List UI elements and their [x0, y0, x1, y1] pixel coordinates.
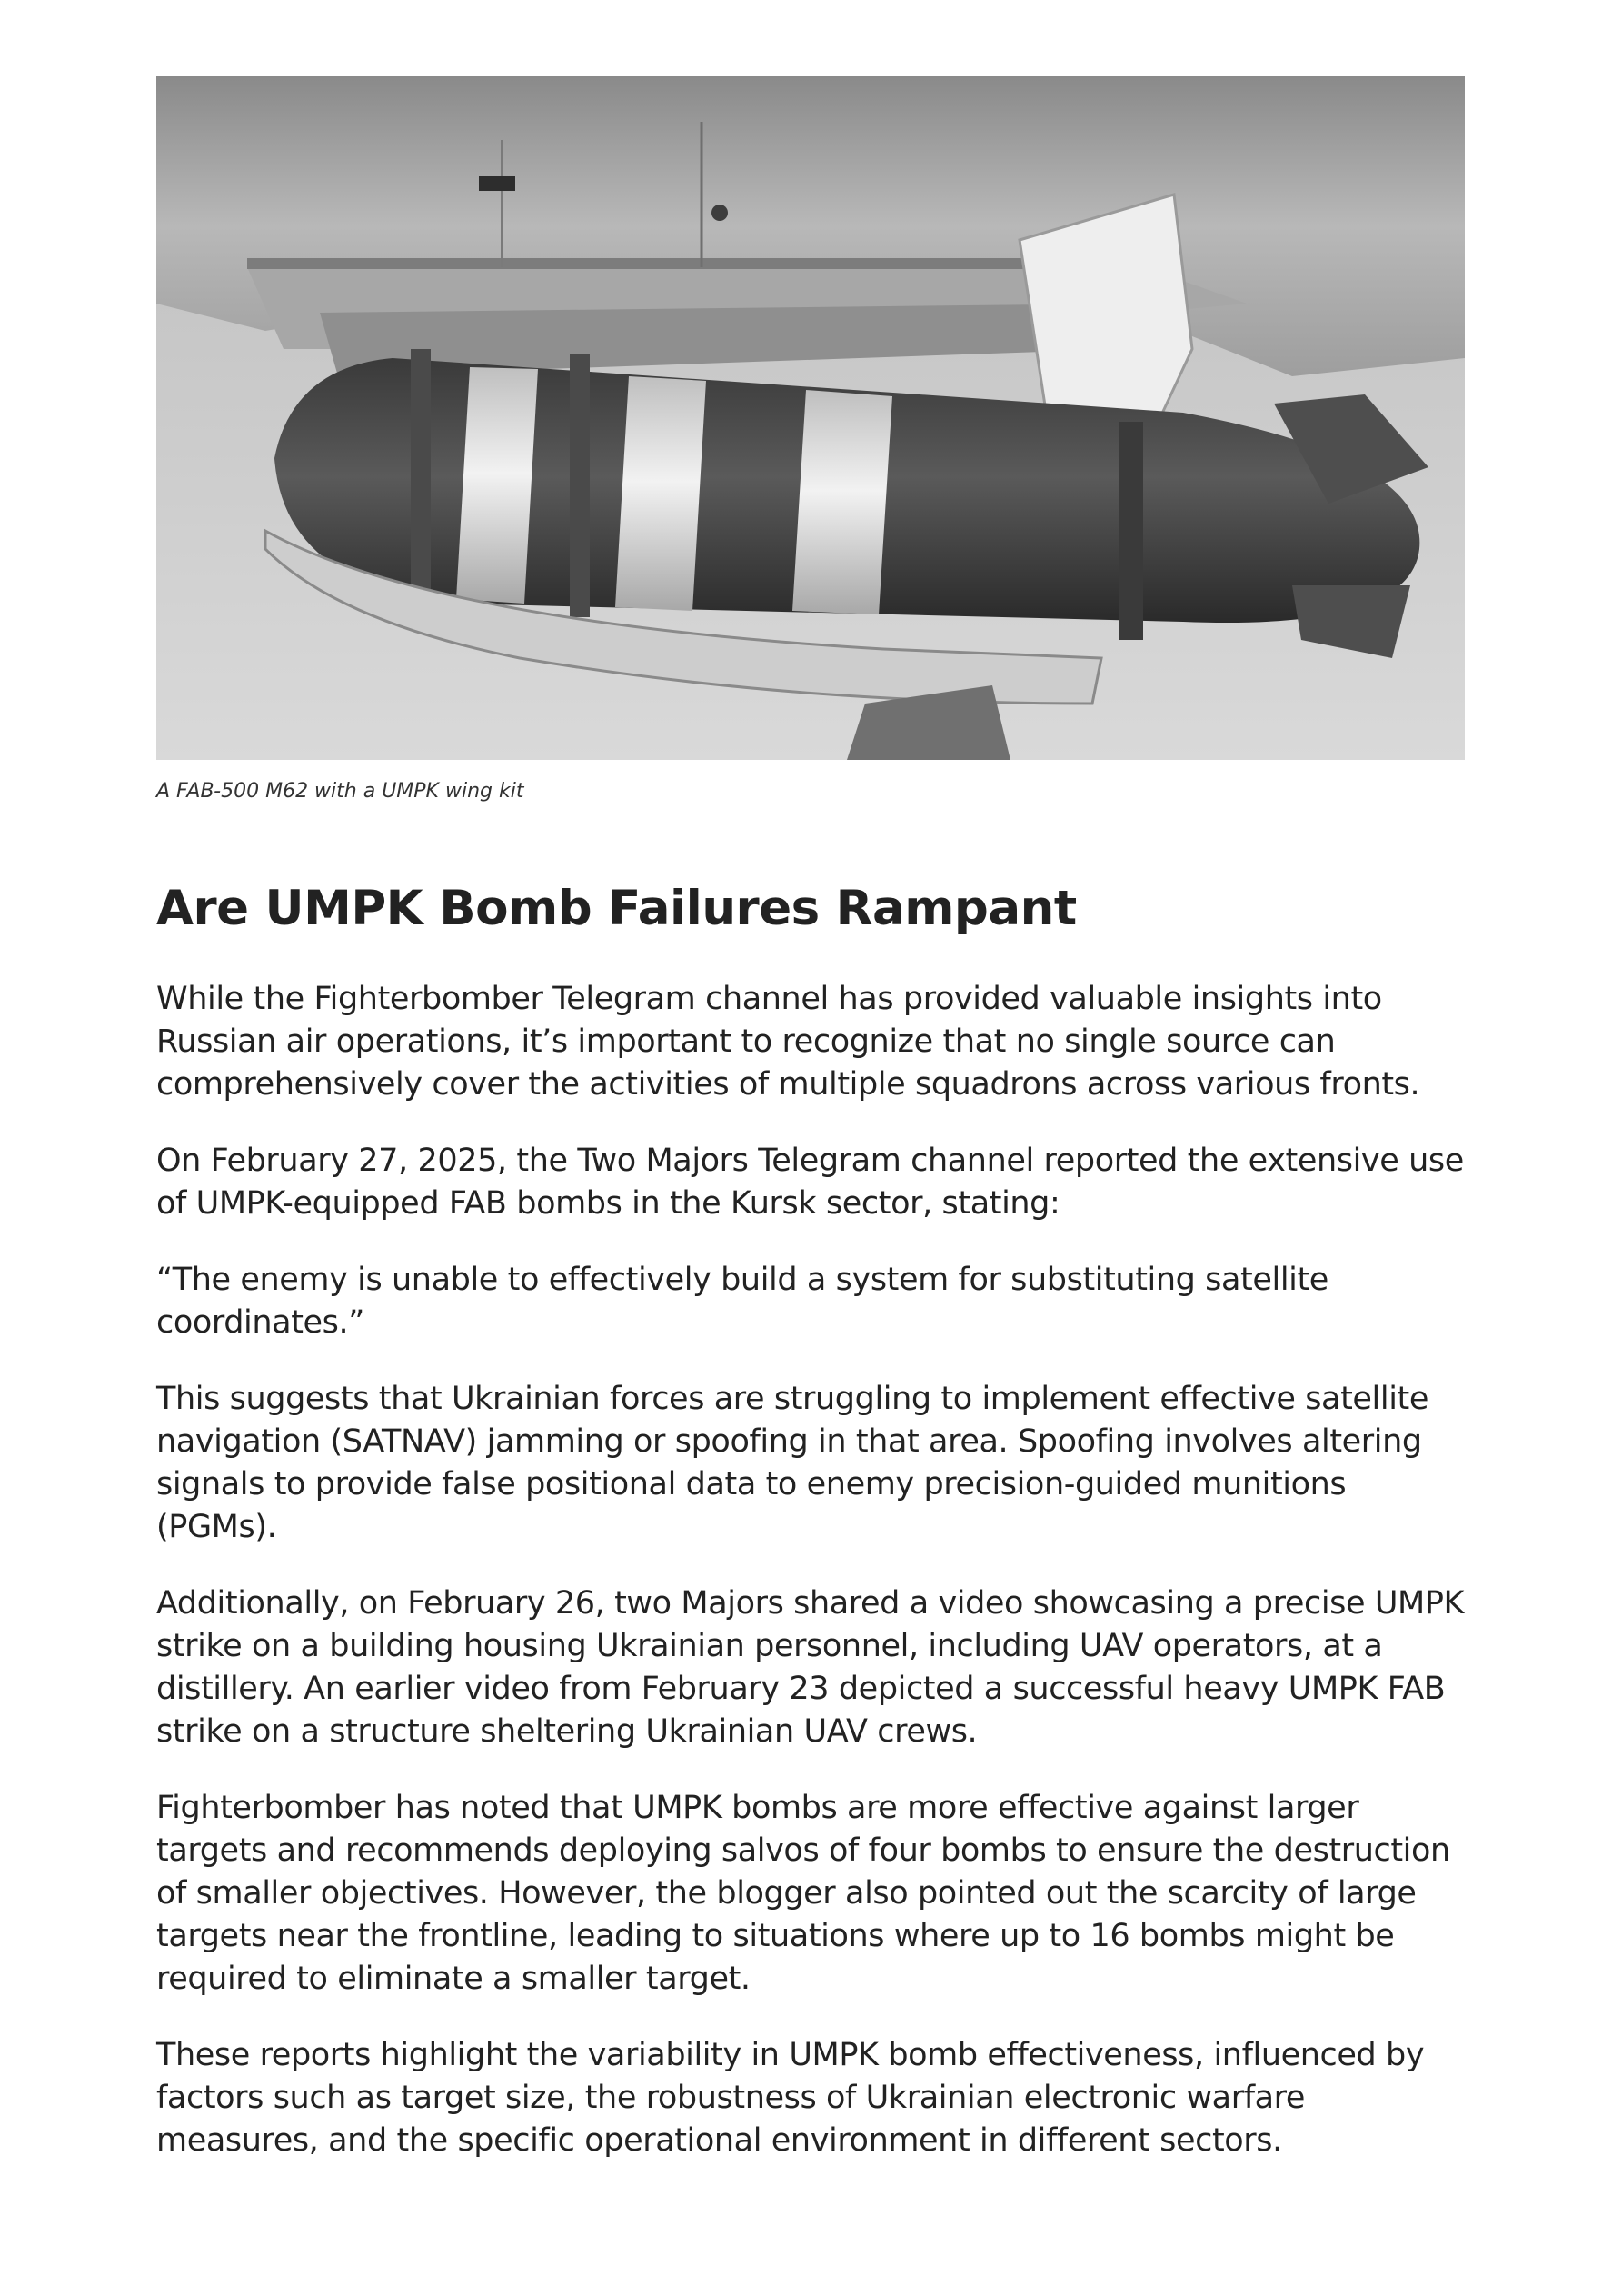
paragraph-7: These reports highlight the variability in UMPK bomb effectiveness, influenced by factors such as target size, the robustness of Ukrainian electronic warfare measures, and the specific operational environment in different sectors. — [156, 2037, 1425, 2159]
paragraph-4: This suggests that Ukrainian forces are struggling to implement effective satellite navigation (SATNAV) jamming or spoofing in that area. Spoofing involves altering signals to provide false positional data to enemy precision-guided munitions (PGMs). — [156, 1381, 1428, 1545]
bomb-photo — [156, 76, 1465, 760]
quote-paragraph: “The enemy is unable to effectively build a system for substituting satellite coordinates.” — [156, 1262, 1328, 1341]
paragraph-6: Fighterbomber has noted that UMPK bombs are more effective against larger targets and recommends deploying salvos of four bombs to ensure the destruction of smaller objectives. However, the blogger also pointed out the scarcity of large targets near the frontline, leading to situations where up to 16 bombs might be required to eliminate a smaller target. — [156, 1790, 1450, 1997]
article-page — [156, 76, 1465, 2162]
paragraph-2: On February 27, 2025, the Two Majors Telegram channel reported the extensive use of UMPK-equipped FAB bombs in the Kursk sector, stating: — [156, 1143, 1464, 1222]
image-caption: A FAB-500 M62 with a UMPK wing kit — [156, 780, 524, 803]
article-heading: Are UMPK Bomb Failures Rampant — [156, 881, 1077, 936]
paragraph-1: While the Fighterbomber Telegram channel has provided valuable insights into Russian air operations, it’s important to recognize that no single source can comprehensively cover the activities of multiple squadrons across various fronts. — [156, 981, 1420, 1103]
paragraph-5: Additionally, on February 26, two Majors shared a video showcasing a precise UMPK strike on a building housing Ukrainian personnel, including UAV operators, at a distillery. An earlier video from February 23 depicted a successful heavy UMPK FAB strike on a structure sheltering Ukrainian UAV crews. — [156, 1585, 1465, 1750]
